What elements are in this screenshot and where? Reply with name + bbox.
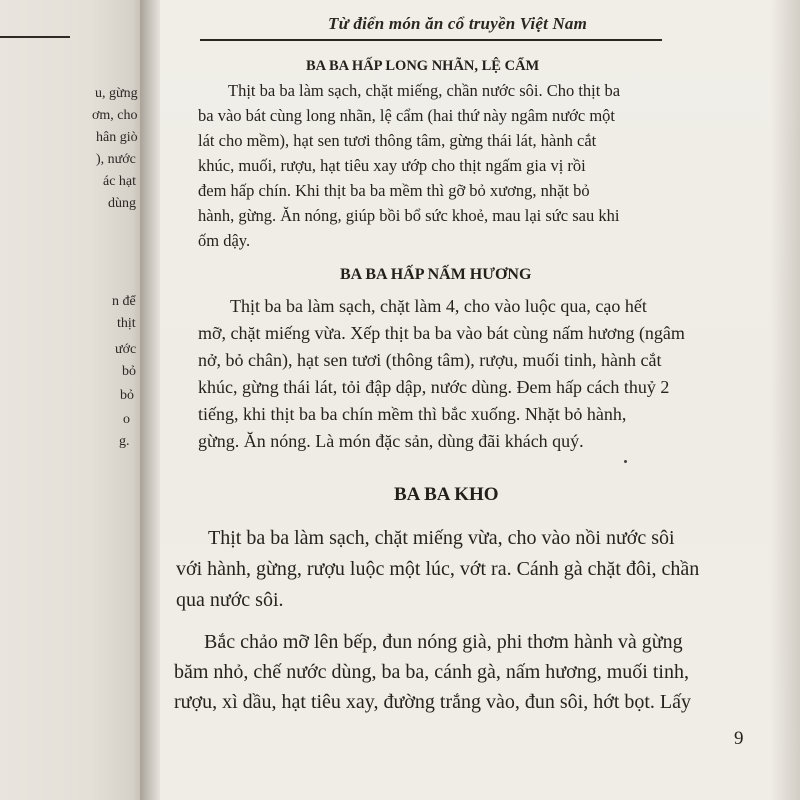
paragraph-line: rượu, xì dầu, hạt tiêu xay, đường trắng vào, đun sôi, hớt bọt. Lấy	[174, 691, 692, 713]
header-rule	[200, 39, 662, 41]
section-heading-ba-ba-hap-nam-huong: BA BA HẤP NẤM HƯƠNG	[340, 266, 532, 283]
paragraph-line: tiếng, khi thịt ba ba chín mềm thì bắc xuống. Nhặt bỏ hành,	[198, 404, 627, 424]
paragraph-line: Thịt ba ba làm sạch, chặt miếng, chần nước sôi. Cho thịt ba	[228, 81, 621, 100]
paragraph-line: gừng. Ăn nóng. Là món đặc sản, dùng đãi khách quý.	[198, 431, 584, 451]
paragraph-line: băm nhỏ, chế nước dùng, ba ba, cánh gà, nấm hương, muối tinh,	[174, 661, 689, 683]
left-page-line: bỏ	[122, 364, 136, 379]
paragraph-line: ốm dậy.	[198, 231, 251, 250]
page-edge-shadow	[770, 0, 800, 800]
left-page-line: u, gừng	[95, 86, 138, 101]
paragraph-line: Thịt ba ba làm sạch, chặt làm 4, cho vào luộc qua, cạo hết	[230, 296, 647, 316]
left-page-line: bỏ	[120, 388, 134, 403]
left-page-line: ước	[115, 342, 137, 357]
left-page-line: ), nước	[96, 152, 136, 167]
left-page-line: o	[123, 412, 130, 427]
paragraph-line: hành, gừng. Ăn nóng, giúp bồi bổ sức khoẻ, mau lại sức sau khi	[198, 206, 620, 225]
paragraph-line: khúc, gừng thái lát, tỏi đập dập, nước dùng. Đem hấp cách thuỷ 2	[198, 377, 670, 397]
left-header-rule	[0, 36, 70, 38]
paragraph-line: khúc, muối, rượu, hạt tiêu xay ướp cho thịt ngấm gia vị rồi	[198, 156, 586, 175]
left-page-line: dùng	[108, 196, 136, 211]
left-page-fragment	[0, 0, 150, 800]
page-number: 9	[734, 728, 744, 749]
paragraph-line: Thịt ba ba làm sạch, chặt miếng vừa, cho vào nồi nước sôi	[208, 527, 675, 549]
paragraph-line: đem hấp chín. Khi thịt ba ba mềm thì gỡ bỏ xương, nhặt bỏ	[198, 181, 590, 200]
right-page	[160, 0, 800, 800]
paragraph-line: Bắc chảo mỡ lên bếp, đun nóng già, phi thơm hành và gừng	[204, 631, 683, 653]
left-page-line: ác hạt	[103, 174, 137, 189]
section-heading-ba-ba-hap-long-nhan: BA BA HẤP LONG NHÃN, LỆ CẨM	[306, 58, 540, 74]
left-page-line: hân giò	[96, 130, 138, 145]
section-heading-ba-ba-kho: BA BA KHO	[394, 484, 499, 505]
running-header: Từ điển món ăn cổ truyền Việt Nam	[328, 14, 588, 33]
book-gutter	[140, 0, 162, 800]
paragraph-line: ba vào bát cùng long nhãn, lệ cẩm (hai thứ này ngâm nước một	[198, 106, 615, 125]
left-page-line: thịt	[117, 316, 136, 331]
left-page-line: ơm, cho	[92, 108, 138, 123]
print-speck	[624, 460, 627, 463]
paragraph-line: qua nước sôi.	[176, 589, 284, 611]
paragraph-line: nở, bỏ chân), hạt sen tươi (thông tâm), rượu, muối tinh, hành cắt	[198, 350, 662, 370]
paragraph-line: mỡ, chặt miếng vừa. Xếp thịt ba ba vào bát cùng nấm hương (ngâm	[198, 323, 685, 343]
paragraph-line: lát cho mềm), hạt sen tươi thông tâm, gừng thái lát, hành cắt	[198, 131, 597, 150]
left-page-line: n để	[112, 294, 136, 309]
left-page-line: g.	[119, 434, 130, 449]
paragraph-line: với hành, gừng, rượu luộc một lúc, vớt ra. Cánh gà chặt đôi, chần	[176, 558, 700, 580]
